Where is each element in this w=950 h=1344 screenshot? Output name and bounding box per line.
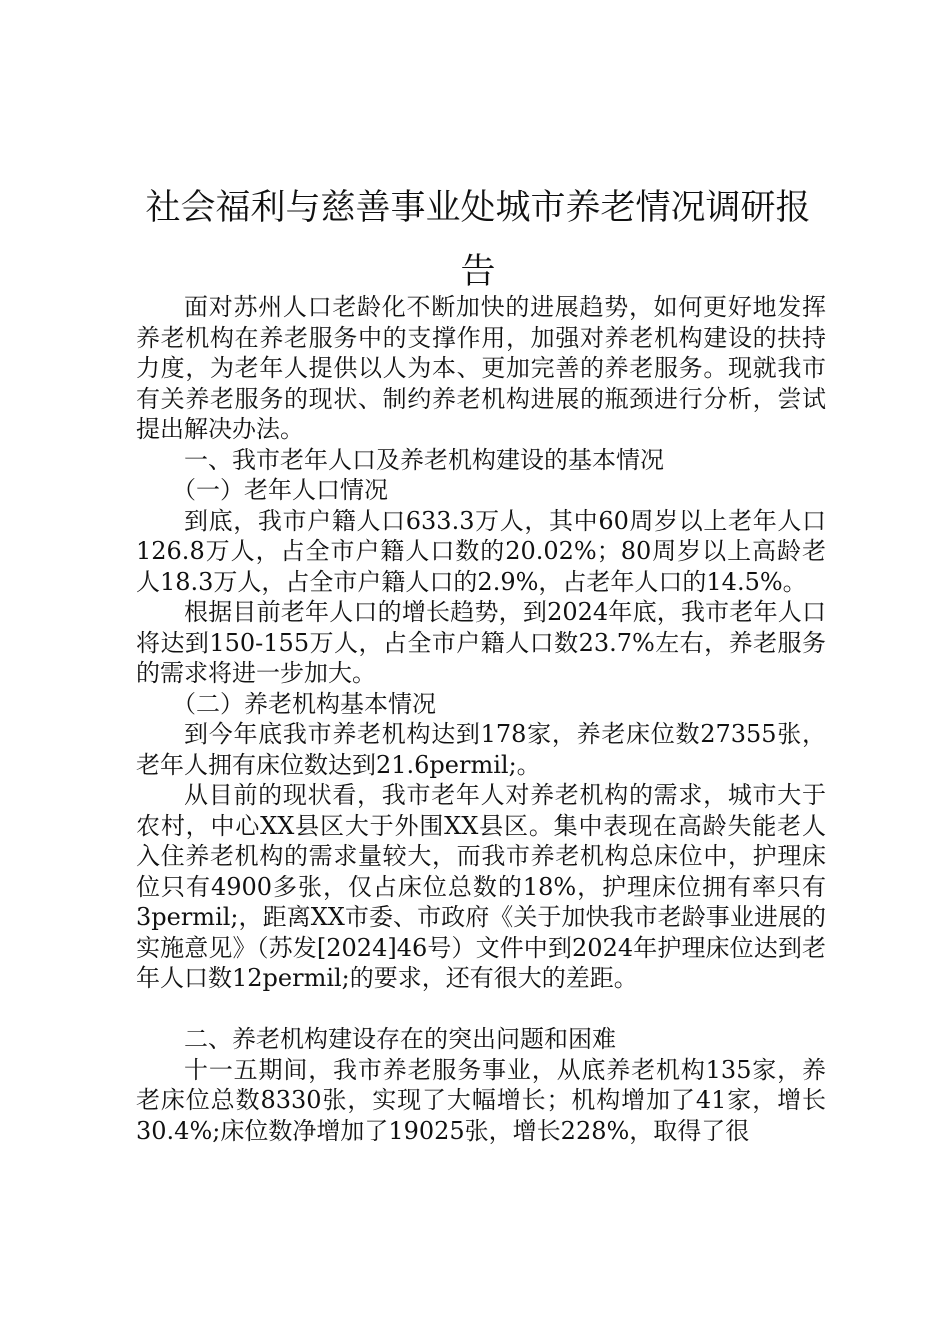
- population-paragraph: 到底，我市户籍人口633.3万人，其中60周岁以上老年人口126.8万人，占全市户籍人口数的20.02%；80周岁以上高龄老人18.3万人，占全市户籍人口的2.9%，占老年人口的14.5%。: [136, 506, 826, 596]
- section-heading-1: 一、我市老年人口及养老机构建设的基本情况: [184, 445, 664, 474]
- growth-paragraph: 十一五期间，我市养老服务事业，从底养老机构135家，养老床位总数8330张，实现了大幅增长；机构增加了41家，增长30.4%;床位数净增加了19025张，增长228%，取得了很: [136, 1055, 826, 1145]
- population-trend-paragraph: 根据目前老年人口的增长趋势，到2024年底，我市老年人口将达到150-155万人，占全市户籍人口数23.7%左右，养老服务的需求将进一步加大。: [136, 598, 826, 687]
- subsection-heading-1: （一）老年人口情况: [172, 476, 388, 504]
- paragraph-spacer: [136, 994, 826, 1025]
- demand-analysis-paragraph: 从目前的现状看，我市老年人对养老机构的需求，城市大于农村，中心XX县区大于外围XX县区。集中表现在高龄失能老人入住养老机构的需求量较大，而我市养老机构总床位中，护理床位只有4900多张，仅占床位总数的18%，护理床位拥有率只有3permil;，距离XX市委、市政府《关于加快我市老龄事业进展的实施意见》（苏发[2024]46号）文件中到2024年护理床位达到老年人口数12permil;的要求，还有很大的差距。: [136, 781, 826, 992]
- section-heading-2: 二、养老机构建设存在的突出问题和困难: [184, 1025, 616, 1053]
- intro-paragraph: 面对苏州人口老龄化不断加快的进展趋势，如何更好地发挥养老机构在养老服务中的支撑作用，加强对养老机构建设的扶持力度，为老年人提供以人为本、更加完善的养老服务。现就我市有关养老服务的现状、制约养老机构进展的瓶颈进行分析，尝试提出解决办法。: [136, 293, 826, 443]
- document-title: 社会福利与慈善事业处城市养老情况调研报告: [145, 188, 811, 292]
- institution-count-paragraph: 到今年底我市养老机构达到178家，养老床位数27355张，老年人拥有床位数达到21.6permil;。: [136, 720, 826, 779]
- subsection-heading-2: （二）养老机构基本情况: [172, 689, 436, 718]
- document-body: [136, 292, 826, 1146]
